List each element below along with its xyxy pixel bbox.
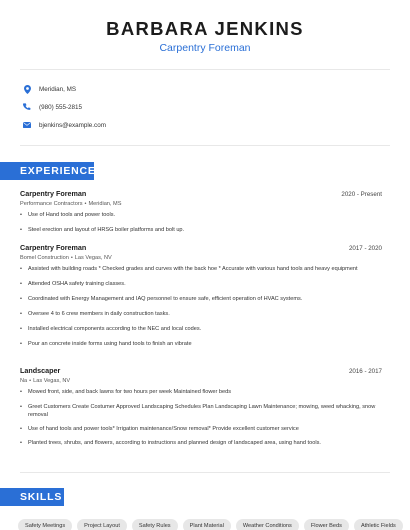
skill-chip: Athletic Fields: [354, 519, 403, 530]
job-dates: 2016 - 2017: [348, 368, 382, 375]
job-company: Bomel Construction: [20, 255, 69, 261]
candidate-name: BARBARA JENKINS: [106, 18, 304, 39]
contact-email: [22, 120, 106, 130]
divider: [20, 145, 390, 146]
contact-location: [22, 84, 76, 94]
divider: [20, 472, 390, 473]
job-dates: 2020 - Present: [341, 191, 382, 198]
skills-list: [18, 519, 403, 530]
job-bullet: • Steel erection and layout of HRSG boiler platforms and bolt up.: [20, 226, 382, 234]
job-location: Las Vegas, NV: [33, 378, 71, 384]
job-company: Performance Contractors: [20, 201, 83, 207]
job-title: Carpentry Foreman: [20, 243, 87, 252]
job-location: Meridian, MS: [88, 201, 122, 207]
envelope-icon: [22, 120, 32, 130]
job-bullet: • Greet Customers Create Costumer Approved Landscaping Schedules Plan Landscaping Lawn Maintenance; mowing, weed whacking, snow removal: [20, 403, 382, 419]
job-bullet: • Installed electrical components according to the NEC and local codes.: [20, 325, 382, 333]
job-location: Las Vegas, NV: [74, 255, 112, 261]
phone-text: (980) 555-2815: [39, 103, 83, 111]
skill-chip: Safety Rules: [132, 519, 178, 530]
experience-heading: EXPERIENCE: [0, 162, 94, 180]
location-text: Meridian, MS: [39, 85, 77, 93]
skill-chip: Flower Beds: [304, 519, 349, 530]
divider: [20, 69, 390, 70]
skills-heading: SKILLS: [0, 488, 64, 506]
job-title: Landscaper: [20, 366, 61, 375]
job-bullet: • Assisted with building roads * Checked grades and curves with the back hoe * Accurate with various hand tools and heavy equipment: [20, 265, 382, 273]
email-text[interactable]: bjenkins@example.com: [39, 121, 106, 129]
job-bullet: • Use of Hand tools and power tools.: [20, 211, 382, 219]
skill-chip: Weather Conditions: [236, 519, 299, 530]
location-pin-icon: [22, 84, 32, 94]
skill-chip: Project Layout: [77, 519, 127, 530]
skill-chip: Safety Meetings: [18, 519, 72, 530]
job-company-line: Performance Contractors • Meridian, MS: [20, 201, 122, 207]
job-bullet: • Oversee 4 to 6 crew members in daily construction tasks.: [20, 310, 382, 318]
job-company: Na: [20, 378, 28, 384]
job-company-line: Na • Las Vegas, NV: [20, 378, 71, 384]
candidate-role: Carpentry Foreman: [159, 42, 251, 54]
job-entry: [20, 189, 382, 234]
job-bullet: • Pour an concrete inside forms using hand tools to finish an vibrate: [20, 340, 382, 348]
job-bullets: [20, 388, 382, 447]
job-bullet: • Coordinated with Energy Management and IAQ personnel to ensure safe, efficient operation of HVAC systems.: [20, 295, 382, 303]
job-bullet: • Use of hand tools and power tools* Irrigation maintenance/Snow removal* Provide excellent customer service: [20, 425, 382, 433]
phone-icon: [22, 102, 32, 112]
skill-chip: Plant Material: [183, 519, 231, 530]
job-bullet: • Attended OSHA safety training classes.: [20, 280, 382, 288]
job-bullets: [20, 211, 382, 234]
job-company-line: Bomel Construction • Las Vegas, NV: [20, 255, 112, 261]
job-bullet: • Mowed front, side, and back lawns for two hours per week Maintained flower beds: [20, 388, 382, 396]
job-entry: [20, 243, 382, 348]
job-title: Carpentry Foreman: [20, 189, 87, 198]
job-dates: 2017 - 2020: [348, 245, 382, 252]
contact-phone: [22, 102, 82, 112]
job-bullets: [20, 265, 382, 348]
job-bullet: • Planted trees, shrubs, and flowers, according to instructions and planned design of landscaped area, using hand tools.: [20, 439, 382, 447]
job-entry: [20, 366, 382, 447]
resume-header: [0, 18, 410, 55]
